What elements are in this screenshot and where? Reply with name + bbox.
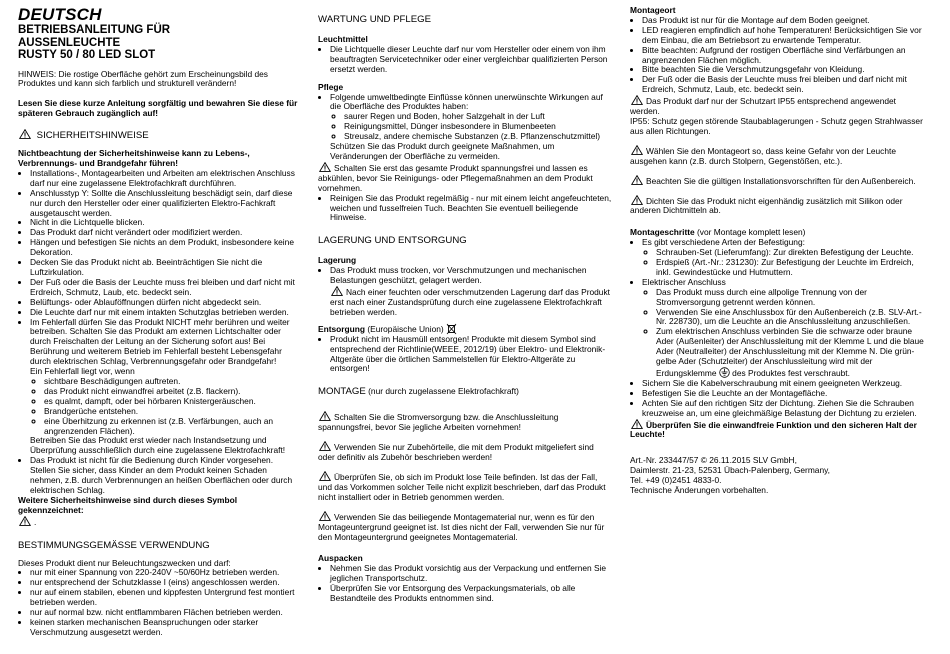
auspacken-list xyxy=(318,564,612,604)
montage-warning-text: Überprüfen Sie, ob sich im Produkt lose Teile befinden. Ist das der Fall, und das Vorkommen solcher Teile nicht explizit beschrieben, darf das Produkt nicht installiert oder in Betrieb genommen werden. xyxy=(318,472,606,502)
warning-triangle-icon xyxy=(318,411,332,421)
list-item: • Der Fuß oder die Basis der Leuchte muss frei bleiben und darf nicht mit Erdreich, Schmutz, Laub, etc. bedeckt sein. xyxy=(642,75,924,95)
montageort-title: Montageort xyxy=(630,5,676,15)
pflege-warning-text: Schalten Sie erst das gesamte Produkt spannungsfrei und lassen es abkühlen, bevor Sie Reinigungs- oder Pflegemaßnahmen an dem Produkt vornehmen. xyxy=(318,162,593,193)
list-item: • Anschlusstyp Y: Sollte die Anschlussleitung beschädigt sein, darf diese nur durch den Hersteller oder einer qualifizierten Elektro-Fachkraft ausgetauscht werden. xyxy=(30,189,300,219)
warning-triangle-icon xyxy=(330,286,344,296)
list-item: • Installations-, Montagearbeiten und Arbeiten am elektrischen Anschluss darf nur eine zugelassene Elektrofachkraft durchführen. xyxy=(30,169,300,189)
lesen-text: Lesen Sie diese kurze Anleitung sorgfältig und bewahren Sie diese für späteren Gebrauch zugänglich auf! xyxy=(18,98,298,119)
list-item: • Achten Sie auf den richtigen Sitz der Dichtung. Ziehen Sie die Schrauben kreuzweise an, um eine gleichmäßige Belastung der Dichtung zu erzielen. xyxy=(642,399,924,419)
pflege-clean-list xyxy=(318,194,612,224)
schritte-sub-list-2 xyxy=(642,288,924,379)
safety-warning: Nichtbeachtung der Sicherheitshinweise kann zu Lebens-, Verbrennungs- und Brandgefahr führen! xyxy=(18,148,250,169)
safety-heading-text: SICHERHEITSHINWEISE xyxy=(36,130,149,142)
wartung-heading: WARTUNG UND PFLEGE xyxy=(318,14,432,25)
montageort-list xyxy=(630,16,924,95)
pflege-intro: Folgende umweltbedingte Einflüsse können unerwünschte Wirkungen auf die Oberfläche des Produktes haben: xyxy=(330,91,603,112)
lagerung-title: Lagerung xyxy=(318,255,357,266)
list-item: ◦ eine Überhitzung zu erkennen ist (z.B. Verfärbungen, auch an angrenzenden Flächen). xyxy=(44,417,300,437)
ort-warning-text: Wählen Sie den Montageort so, dass keine Gefahr von der Leuchte ausgehen kann (z.B. durch Stolpern, Gegenstößen, etc.). xyxy=(630,145,897,166)
warning-triangle-icon xyxy=(630,145,644,155)
list-item: • Decken Sie das Produkt nicht ab. Beeinträchtigen Sie nicht die Luftzirkulation. xyxy=(30,258,300,278)
anschluss-text-a: Zum elektrischen Anschluss verbinden Sie die schwarze oder braune Ader (Außenleiter) der Anschlussleitung mit der Klemme L und die blaue Ader (Neutralleiter) der Anschlussleitung mit der Klemme N. Die grün-gelbe Ader (Schutzleiter) der Anschlussleitung wird mit der Erdungsklemme xyxy=(656,326,924,378)
anschluss-text-b: des Produktes fest verschraubt. xyxy=(732,368,850,378)
list-item: • nur mit einer Spannung von 220-240V ~50/60Hz betrieben werden. xyxy=(30,568,300,578)
lagerung-heading: LAGERUNG UND ENTSORGUNG xyxy=(318,235,467,247)
safety-list xyxy=(18,169,300,496)
list-item: • Der Fuß oder die Basis der Leuchte muss frei bleiben und darf nicht mit Erdreich, Schmutz, Laub, etc. bedeckt sein. xyxy=(30,278,300,298)
list-item: • Befestigen Sie die Leuchte an der Montagefläche. xyxy=(642,389,924,399)
warning-triangle-icon xyxy=(318,511,332,521)
pflege-sub-list xyxy=(330,112,612,142)
warning-triangle-icon xyxy=(318,471,332,481)
hinweis-text: HINWEIS: Die rostige Oberfläche gehört zum Erscheinungsbild des Produktes und kann sich farblich und strukturell verändern! xyxy=(18,68,268,89)
list-item: • Belüftungs- oder Ablauföffnungen dürfen nicht abgedeckt sein. xyxy=(30,298,300,308)
ground-terminal-icon xyxy=(719,367,730,378)
list-item: ◦ Erdspieß (Art.-Nr.: 231230): Zur Befestigung der Leuchte im Erdreich, inkl. Gewindestücke und Hutmuttern. xyxy=(656,258,924,278)
pflege-list xyxy=(318,93,612,162)
list-item: ◦ Streusalz, andere chemische Substanzen (z.B. Pflanzenschutzmittel) xyxy=(344,132,612,142)
weitere-symbol: . xyxy=(18,516,300,528)
pflege-title: Pflege xyxy=(318,81,344,92)
warning-triangle-icon xyxy=(630,175,644,185)
warning-triangle-icon xyxy=(18,516,32,526)
doc-title-line-3: RUSTY 50 / 80 LED SLOT xyxy=(18,49,156,61)
warning-triangle-icon xyxy=(630,95,644,105)
ort-warning-2 xyxy=(630,175,924,187)
list-item: • keinen starken mechanischen Beanspruchungen oder starker Verschmutzung ausgesetzt werden. xyxy=(30,618,300,638)
list-item: • Überprüfen Sie vor Entsorgung des Verpackungsmaterials, ob alle Bestandteile des Produkts entnommen sind. xyxy=(330,584,612,604)
list-item: • Produkt nicht im Hausmüll entsorgen! Produkte mit diesem Symbol sind entsprechend der Richtlinie(WEEE, 2012/19) über Elektro- und Elektronik-Altgeräte über die örtlichen Sammelstellen für Elektro-Altgeräte zu entsorgen! xyxy=(330,335,612,375)
column-1 xyxy=(18,6,300,638)
schritte-sub-list-1 xyxy=(642,248,924,278)
list-item: • Das Produkt ist nicht für die Bedienung durch Kinder vorgesehen. Stellen Sie sicher, dass Kinder an dem Produkt keinen Schaden nehmen, z.B. durch Verbrennungen an heißen Oberflächen oder durch elektrischen Schlag. xyxy=(30,456,300,496)
list-item: • Das Produkt ist nur für die Montage auf dem Boden geeignet. xyxy=(642,16,924,26)
safety-heading xyxy=(18,129,300,141)
footer-line: Tel. +49 (0)2451 4833-0. xyxy=(630,475,722,486)
warning-triangle-icon xyxy=(318,162,332,172)
list-item: • Hängen und befestigen Sie nichts an dem Produkt, insbesondere keine Dekoration. xyxy=(30,238,300,258)
fehlerfall-outro: Betreiben Sie das Produkt erst wieder nach Instandsetzung und Überprüfung ausschließlich durch eine zugelassene Elektrofachkraft! xyxy=(30,435,286,456)
list-item: ◦ Reinigungsmittel, Dünger insbesondere in Blumenbeeten xyxy=(344,122,612,132)
column-2 xyxy=(318,6,612,604)
lagerung-warning xyxy=(318,286,612,318)
list-item xyxy=(656,327,924,379)
ip-warning xyxy=(630,95,924,117)
list-item: • Die Leuchte darf nur mit einem intakten Schutzglas betrieben werden. xyxy=(30,308,300,318)
montage-warning-4 xyxy=(318,511,612,543)
entsorgung-list xyxy=(318,335,612,375)
leuchtmittel-title: Leuchtmittel xyxy=(318,34,368,44)
list-item xyxy=(30,318,300,457)
bestimmung-list xyxy=(18,568,300,637)
fehlerfall-text: Im Fehlerfall dürfen Sie das Produkt NICHT mehr berühren und weiter betreiben. Schalten Sie das Produkt am externen Lichtschalter oder durch Freischalten der Leitung an der Sicherung sofort aus! Bei Berührung und weiterem Betrieb im Fehlerfall besteht Lebensgefahr durch elektrischen Schlag, Verbrennungsgefahr oder Brandgefahr! xyxy=(30,316,290,367)
entsorgung-note: (Europäische Union) xyxy=(367,323,444,334)
schritte-note: (vor Montage komplett lesen) xyxy=(697,227,806,238)
footer-line: Art.-Nr. 233447/57 © 26.11.2015 SLV GmbH, xyxy=(630,455,797,466)
list-item: ◦ Schrauben-Set (Lieferumfang): Zur direkten Befestigung der Leuchte. xyxy=(656,248,924,258)
list-item: • Bitte beachten: Aufgrund der rostigen Oberfläche sind Verfärbungen an angrenzenden Flächen möglich. xyxy=(642,46,924,66)
pflege-outro: Schützen Sie das Produkt durch geeignete Maßnahmen, um Veränderungen der Oberfläche zu vermeiden. xyxy=(330,141,555,161)
schritte-item-1: Es gibt verschiedene Arten der Befestigung: xyxy=(642,237,805,248)
list-item: ◦ Verwenden Sie eine Anschlussbox für den Außenbereich (z.B. SLV-Art.-Nr. 228730), um die Leuchte an die Anschlussleitung anzuschließen. xyxy=(656,308,924,328)
list-item: • Nicht in die Lichtquelle blicken. xyxy=(30,218,300,228)
montage-warning-text: Verwenden Sie nur Zubehörteile, die mit dem Produkt mitgeliefert sind oder definitiv als Zubehör beschrieben werden! xyxy=(318,442,594,463)
weitere-text: Weitere Sicherheitshinweise sind durch dieses Symbol gekennzeichnet: xyxy=(18,494,238,515)
list-item xyxy=(642,278,924,379)
list-item: ◦ saurer Regen und Boden, hoher Salzgehalt in der Luft xyxy=(344,112,612,122)
final-warning xyxy=(630,419,924,441)
final-warning-text: Überprüfen Sie die einwandfreie Funktion und den sicheren Halt der Leuchte! xyxy=(630,419,917,440)
warning-triangle-icon xyxy=(18,129,32,139)
leuchtmittel-list xyxy=(318,45,612,75)
ort-warning-3 xyxy=(630,195,924,217)
list-item: ◦ das Produkt nicht einwandfrei arbeitet (z.B. flackern). xyxy=(44,387,300,397)
column-3 xyxy=(630,6,924,496)
list-item: • Die Lichtquelle dieser Leuchte darf nur vom Hersteller oder einem von ihm beauftragten Servicetechniker oder einer vergleichbar qualifizierten Person ersetzt werden. xyxy=(330,45,612,75)
list-item: ◦ es qualmt, dampft, oder bei hörbaren Knistergeräuschen. xyxy=(44,397,300,407)
montage-warning-text: Verwenden Sie das beiliegende Montagematerial nur, wenn es für den Montageuntergrund geeignet ist. Ist dies nicht der Fall, verwenden Sie nur für den Montageuntergrund geeignetes Montagematerial. xyxy=(318,511,605,542)
doc-title-line-2: AUSSENLEUCHTE xyxy=(18,36,121,49)
list-item xyxy=(642,238,924,278)
footer-line: Daimlerstr. 21-23, 52531 Übach-Palenberg, Germany, xyxy=(630,465,831,476)
ort-warning-1 xyxy=(630,145,924,167)
list-item: ◦ Brandgerüche entstehen. xyxy=(44,407,300,417)
ip-text: IP55: Schutz gegen störende Staubablagerungen - Schutz gegen Strahlwasser aus allen Richtungen. xyxy=(630,115,923,136)
crossed-bin-icon xyxy=(446,323,457,335)
lagerung-list xyxy=(318,266,612,286)
list-item: • Bitte beachten Sie die Verschmutzungsgefahr von Kleidung. xyxy=(642,65,924,75)
entsorgung-title xyxy=(318,323,612,335)
list-item: • Sichern Sie die Kabelverschraubung mit einem geeigneten Werkzeug. xyxy=(642,379,924,389)
warning-triangle-icon xyxy=(318,441,332,451)
auspacken-title: Auspacken xyxy=(318,553,363,564)
list-item: • LED reagieren empfindlich auf hohe Temperaturen! Berücksichtigen Sie vor dem Einbau, die am Betriebsort zu erwartende Temperatur. xyxy=(642,26,924,46)
schritte-item-2: Elektrischer Anschluss xyxy=(642,276,726,287)
ort-warning-text: Dichten Sie das Produkt nicht eigenhändig zusätzlich mit Silikon oder anderen Dichtmitteln ab. xyxy=(630,195,903,216)
list-item xyxy=(330,93,612,162)
list-item: • Nehmen Sie das Produkt vorsichtig aus der Verpackung und entfernen Sie jeglichen Transportschutz. xyxy=(330,564,612,584)
list-item: ◦ sichtbare Beschädigungen auftreten. xyxy=(44,377,300,387)
schritte-list xyxy=(630,238,924,418)
list-item: • nur entsprechend der Schutzklasse I (eins) angeschlossen werden. xyxy=(30,578,300,588)
montage-warning-3 xyxy=(318,471,612,503)
entsorgung-title-text: Entsorgung xyxy=(318,323,365,334)
list-item: ◦ Das Produkt muss durch eine allpolige Trennung von der Stromversorgung getrennt werden können. xyxy=(656,288,924,308)
montage-heading xyxy=(318,386,612,397)
warning-triangle-icon xyxy=(630,195,644,205)
footer-line: Technische Änderungen vorbehalten. xyxy=(630,485,769,496)
bestimmung-heading: BESTIMMUNGSGEMÄSSE VERWENDUNG xyxy=(18,539,210,551)
ort-warning-text: Beachten Sie die gültigen Installationsvorschriften für den Außenbereich. xyxy=(646,175,916,186)
montage-note: (nur durch zugelassene Elektrofachkraft) xyxy=(368,386,519,397)
montage-warning-1 xyxy=(318,411,612,433)
warning-triangle-icon xyxy=(630,419,644,429)
montage-warning-text: Schalten Sie die Stromversorgung bzw. die Anschlussleitung spannungsfrei, bevor Sie jegliche Arbeiten vornehmen! xyxy=(318,412,559,433)
list-item: • nur auf einem stabilen, ebenen und kippfesten Untergrund fest montiert betrieben werden. xyxy=(30,588,300,608)
montage-warning-2 xyxy=(318,441,612,463)
montage-heading-text: MONTAGE xyxy=(318,386,366,398)
list-item: • Das Produkt muss trocken, vor Verschmutzungen und mechanischen Belastungen geschützt, gelagert werden. xyxy=(330,266,612,286)
list-item: • nur auf normal bzw. nicht entflammbaren Flächen betrieben werden. xyxy=(30,608,300,618)
fehlerfall-list xyxy=(30,377,300,436)
doc-title-line-1: BETRIEBSANLEITUNG FÜR xyxy=(18,24,171,36)
lagerung-warning-text: Nach einer feuchten oder verschmutzenden Lagerung darf das Produkt erst nach einer Zustandsprüfung durch eine zugelassene Elektrofachkraft betrieben werden. xyxy=(330,287,610,317)
list-item: • Das Produkt darf nicht verändert oder modifiziert werden. xyxy=(30,228,300,238)
fehlerfall-intro: Ein Fehlerfall liegt vor, wenn xyxy=(30,366,135,377)
schritte-title-text: Montageschritte xyxy=(630,227,695,238)
list-item: • Reinigen Sie das Produkt regelmäßig - nur mit einem leicht angefeuchteten, weichen und fusselfreien Tuch. Beachten Sie eventuell beiliegende Hinweise. xyxy=(330,194,612,224)
bestimmung-intro: Dieses Produkt dient nur Beleuchtungszwecken und darf: xyxy=(18,557,231,568)
ip-warning-text: Das Produkt darf nur der Schutzart IP55 entsprechend angewendet werden. xyxy=(630,96,897,117)
pflege-warning xyxy=(318,162,612,194)
language-heading: DEUTSCH xyxy=(18,5,102,24)
